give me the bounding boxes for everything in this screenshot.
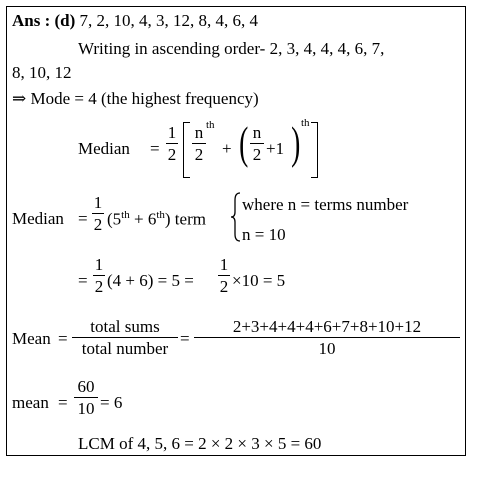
left-square-bracket <box>183 122 190 178</box>
median-formula-label: Median <box>78 139 130 158</box>
mean-eq-1: = <box>58 329 68 348</box>
n-value: n = 10 <box>242 225 286 244</box>
answer-label: Ans : (d) <box>12 11 76 30</box>
term-mid: + 6 <box>129 209 157 229</box>
median-calc-part-1: (4 + 6) = 5 = <box>107 271 194 290</box>
mean-result-eq: = <box>58 393 68 412</box>
fraction-bar <box>74 397 98 398</box>
median-calc-part-2: ×10 = 5 <box>232 271 286 290</box>
fraction-bar <box>218 275 230 276</box>
fraction-numerator: 1 <box>93 193 103 212</box>
fraction-bar <box>93 275 105 276</box>
fraction-bar <box>166 143 178 144</box>
ascending-line-2: 8, 10, 12 <box>12 63 72 82</box>
right-paren: ) <box>291 117 301 168</box>
fraction-numerator: 1 <box>94 255 104 274</box>
fraction-numerator: total sums <box>90 317 160 336</box>
plus-sign: + <box>222 139 232 158</box>
n-over-2-fraction-a <box>192 124 206 163</box>
plus-one: +1 <box>266 139 285 158</box>
mean-label: Mean <box>12 329 51 348</box>
median-formula-eq: = <box>150 139 160 158</box>
fraction-denominator: 10 <box>318 339 336 358</box>
median-step-terms <box>107 210 206 228</box>
fraction-bar <box>250 143 264 144</box>
n-over-2-fraction-b <box>250 124 264 163</box>
median-step-label: Median <box>12 209 64 228</box>
superscript-th-6: th <box>156 209 165 221</box>
superscript-th-2: th <box>301 117 310 129</box>
mean-result-value: = 6 <box>100 393 123 412</box>
term-close: ) term <box>164 209 206 229</box>
fraction-bar <box>72 337 178 338</box>
median-calc-fraction-2 <box>218 256 230 295</box>
fraction-denominator: 10 <box>77 399 95 418</box>
mode-line <box>12 90 259 107</box>
mean-result-fraction <box>74 378 98 417</box>
fraction-denominator: 2 <box>219 277 229 296</box>
answer-values: 7, 2, 10, 4, 3, 12, 8, 4, 6, 4 <box>79 11 259 30</box>
median-step-half-fraction <box>92 194 104 233</box>
fraction-denominator: total number <box>81 339 169 358</box>
where-clause: where n = terms number <box>242 195 409 214</box>
fraction-denominator: 2 <box>93 215 103 234</box>
mean-sum-fraction <box>194 318 460 357</box>
fraction-numerator: 1 <box>167 123 177 142</box>
median-calc-eq: = <box>78 271 88 290</box>
curly-brace-icon <box>230 192 242 242</box>
answer-line <box>12 12 258 29</box>
mean-word-fraction <box>72 318 178 357</box>
median-step-eq: = <box>78 209 88 228</box>
fraction-numerator: 1 <box>219 255 229 274</box>
lcm-line: LCM of 4, 5, 6 = 2 × 2 × 3 × 5 = 60 <box>78 434 322 453</box>
mean-eq-2: = <box>180 329 190 348</box>
fraction-bar <box>192 143 206 144</box>
ascending-line-1: Writing in ascending order- 2, 3, 4, 4, 4, 6, 7, <box>78 39 385 58</box>
fraction-denominator: 2 <box>194 145 204 164</box>
fraction-denominator: 2 <box>94 277 104 296</box>
term-open: (5 <box>107 209 122 229</box>
fraction-denominator: 2 <box>167 145 177 164</box>
mean-result-label: mean <box>12 393 49 412</box>
fraction-denominator: 2 <box>252 145 262 164</box>
superscript-th-1: th <box>206 119 215 131</box>
median-half-fraction <box>166 124 178 163</box>
median-calc-fraction-1 <box>93 256 105 295</box>
fraction-bar <box>92 213 104 214</box>
fraction-numerator: 60 <box>77 377 95 396</box>
superscript-th-5: th <box>121 209 130 221</box>
mode-text: Mode = 4 (the highest frequency) <box>30 89 259 108</box>
fraction-numerator: n <box>252 123 262 142</box>
left-paren: ( <box>239 117 249 168</box>
fraction-bar <box>194 337 460 338</box>
right-square-bracket <box>311 122 318 178</box>
fraction-numerator: n <box>194 123 204 142</box>
fraction-numerator: 2+3+4+4+4+6+7+8+10+12 <box>232 317 422 336</box>
implies-arrow: ⇒ <box>12 89 27 108</box>
